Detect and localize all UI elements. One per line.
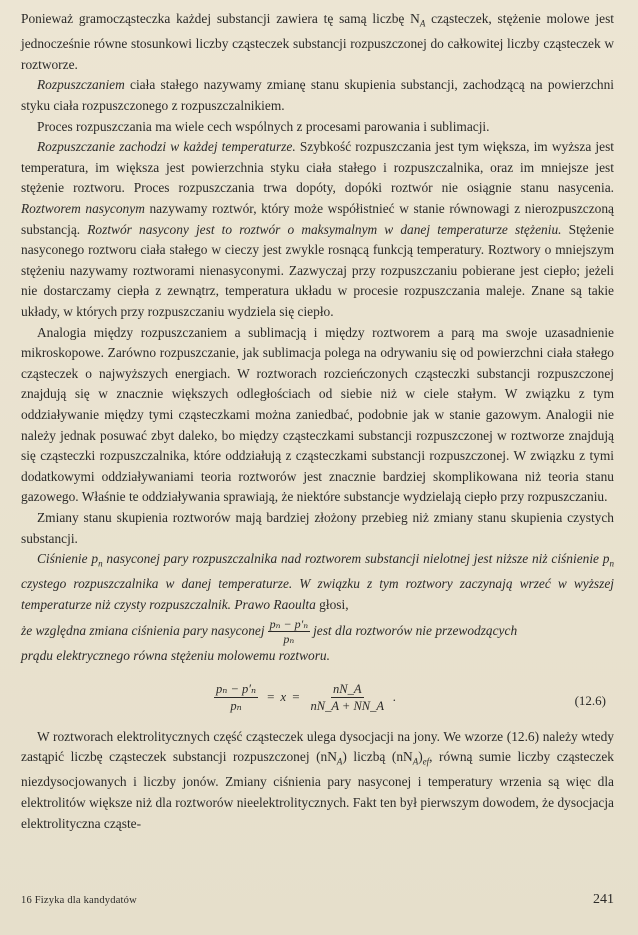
paragraph-9: W roztworach elektrolitycznych część cząsteczek ulega dysocjacji na jony. We wzorze (12.6) należy wtedy zastąpić liczbę cząsteczek substancji rozpuszczonej $(nN_A)$ liczbą $(nN_A)_{ef}$, równą sumie liczby cząsteczek niezdysocjowanych i liczby jonów. Zmiany ciśnienia pary nasyconej i temperatury wrzenia są więc dla elektrolitów większe niż dla roztworów nieelektrolitycznych. Fakt ten był pierwszym dowodem, że dysocjacja elektrolityczna cząste- <box>21 728 614 831</box>
equation-rhs-fraction: $\frac{nN\_A}{nN\_A + NN\_A}$ <box>310 681 385 713</box>
paragraph-4: Rozpuszczanie zachodzi w każdej temperaturze. Szybkość rozpuszczania jest tym większa, im wyższa jest temperatura, im większa jest powierzchnia styku ciała stałego i rozpuszczalnika, oraz im mniejsze jest stężenie roztworu. Proces rozpuszczania trwa dopóty, dopóki roztwór nie osiągnie stanu nasycenia. Roztworem nasyconym nazywamy roztwór, który może współistnieć w stanie równowagi z nierozpuszczoną substancją. Roztwór nasycony jest to roztwór o maksymalnym w danej temperaturze stężeniu. Stężenie nasyconego roztworu ciała stałego w cieczy jest zwykle rosnącą funkcją temperatury. Roztwory o mniejszym stężeniu nazywamy roztworami nienasyconymi. Zazwyczaj przy rozpuszczaniu pobierane jest ciepło; jeżeli nie dostarczamy ciepła z zewnątrz, temperatura układu w procesie rozpuszczania maleje. Znane są takie układy, w których przy rozpuszczaniu wydziela się ciepło. <box>21 139 615 319</box>
page-footer <box>21 892 614 908</box>
paragraph-5: Analogia między rozpuszczaniem a sublimacją i między roztworem a parą ma swoje uzasadnienie mikroskopowe. Zarówno rozpuszczanie, jak sublimacja polega na odrywaniu się od powierzchni ciała stałego cząsteczek o najwyższych energiach. W roztworach rozcieńczonych cząsteczki substancji rozpuszczonej znajdują się w znacznie większych odległościach od siebie niż w ciele stałym. W związku z tym oddziaływanie między tymi cząsteczkami można zaniedbać, podobnie jak w stanie gazowym. Analogii nie należy jednak posuwać zbyt daleko, bo między cząsteczkami substancji rozpuszczonej w roztworze znajdują się cząsteczki rozpuszczalnika, które oddziałują z cząsteczkami substancji rozpuszczonej. W związku z tymi dodatkowymi oddziaływaniami teoria roztworów jest znacznie bardziej skomplikowana niż teoria stanu gazowego. Właśnie te oddziaływania sprawiają, że niektóre substancje wydzielają ciepło przy rozpuszczaniu. <box>21 324 614 505</box>
paragraph-3: Proces rozpuszczania ma wiele cech wspólnych z procesami parowania i sublimacji. <box>37 118 490 134</box>
signature-mark: 16 Fizyka dla kandydatów <box>21 895 137 906</box>
paragraph-7: Ciśnienie $p_n$ nasyconej pary rozpuszczalnika nad roztworem substancji nielotnej jest niższe niż ciśnienie $p_n$ czystego rozpuszczalnika w danej temperaturze. W związku z tym roztwory zaczynają wrzeć w wyższej temperaturze niż czysty rozpuszczalnik. Prawo Raoulta głosi, <box>21 551 614 612</box>
equation-lhs-fraction: $\frac{\text{pₙ − p′ₙ}}{\text{pₙ}}$ <box>216 681 257 713</box>
paragraph-1: Ponieważ gramocząsteczka każdej substancji zawiera tę samą liczbę $N_A$ cząsteczek, stężenie molowe jest jednocześnie równe stosunkowi liczby cząsteczek substancji rozpuszczonej do całkowitej liczby cząsteczek w roztworze. <box>21 11 615 72</box>
equation-number: (12.6) <box>574 692 606 708</box>
paragraph-8: że względna zmiana ciśnienia pary nasyconej $\frac{\text{pₙ − p′ₙ}}{\text{pₙ}}$ jest dla roztworów nie przewodzących <box>21 616 518 646</box>
equation-12-6: $\frac{\text{pₙ − p′ₙ}}{\text{pₙ}}$ = x = $\frac{nN\_A}{nN\_A + NN\_A}$ . (12.6) <box>216 681 606 713</box>
paragraph-2: Rozpuszczaniem ciała stałego nazywamy zmianę stanu skupienia substancji, zachodzącą na powierzchni styku ciała rozpuszczonego z rozpuszczalnikiem. <box>21 77 614 114</box>
relative-change-fraction: $\frac{\text{pₙ − p′ₙ}}{\text{pₙ}}$ <box>269 616 309 646</box>
paragraph-8-cont: prądu elektrycznego równa stężeniu molowemu roztworu. <box>21 647 330 663</box>
page-number: 241 <box>593 892 614 907</box>
paragraph-6: Zmiany stanu skupienia roztworów mają bardziej złożony przebieg niż zmiany stanu skupienia czystych substancji. <box>21 509 614 546</box>
